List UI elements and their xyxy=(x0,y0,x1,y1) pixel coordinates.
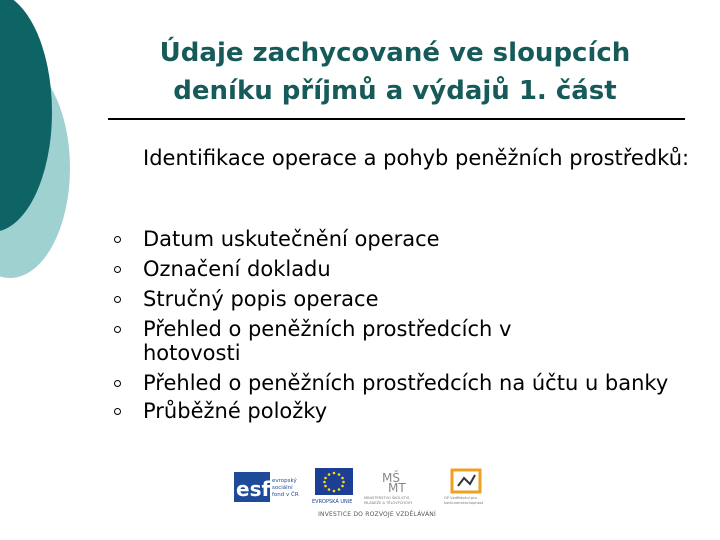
svg-text:MŠ: MŠ xyxy=(382,471,400,485)
bullet-item xyxy=(112,371,703,395)
svg-text:fond v ČR: fond v ČR xyxy=(272,492,299,498)
intro-text: Identifikace operace a pohyb peněžních prostředků: xyxy=(143,146,690,170)
decorative-teal-shapes xyxy=(0,0,90,300)
circle-bullet-icon xyxy=(114,408,121,415)
bullet-item xyxy=(112,287,712,311)
svg-text:MT: MT xyxy=(388,481,406,495)
bullet-text: Přehled o peněžních prostředcích v hotovosti xyxy=(143,317,512,365)
msmt-logo xyxy=(364,466,436,508)
bullet-item xyxy=(112,317,543,365)
bullet-list xyxy=(112,227,712,423)
bullet-text: Průběžné položky xyxy=(143,399,328,423)
bullet-item xyxy=(112,399,712,423)
bullet-text: Datum uskutečnění operace xyxy=(143,227,440,251)
slide-title-line-2: deníku příjmů a výdajů 1. část xyxy=(173,76,617,106)
circle-bullet-icon xyxy=(114,296,121,303)
svg-text:sociální: sociální xyxy=(272,485,293,491)
bullet-text: Označení dokladu xyxy=(143,257,331,281)
circle-bullet-icon xyxy=(114,236,121,243)
bullet-item xyxy=(112,257,712,281)
slide-title-line-1: Údaje zachycované ve sloupcích xyxy=(159,38,631,68)
circle-bullet-icon xyxy=(114,266,121,273)
svg-text:MINISTERSTVO ŠKOLSTVÍ,: MINISTERSTVO ŠKOLSTVÍ, xyxy=(364,496,411,500)
svg-text:esf: esf xyxy=(236,477,271,501)
svg-text:evropský: evropský xyxy=(272,478,297,484)
circle-bullet-icon xyxy=(114,326,121,333)
slide-title xyxy=(110,34,680,110)
circle-bullet-icon xyxy=(114,380,121,387)
bullet-item xyxy=(112,227,712,251)
bullet-text: Stručný popis operace xyxy=(143,287,379,311)
title-divider xyxy=(108,118,685,120)
bullet-text: Přehled o peněžních prostředcích na účtu u banky xyxy=(143,371,669,395)
svg-text:MLÁDEŽE A TĚLOVÝCHOVY: MLÁDEŽE A TĚLOVÝCHOVY xyxy=(364,501,413,505)
svg-text:EVROPSKÁ UNIE: EVROPSKÁ UNIE xyxy=(312,499,353,505)
svg-text:konkurenceschopnost: konkurenceschopnost xyxy=(444,501,484,505)
esf-logo xyxy=(234,468,306,506)
footer-logos xyxy=(232,466,492,520)
eu-flag-logo xyxy=(312,468,356,506)
op-vk-logo xyxy=(442,466,492,508)
footer-tagline: INVESTICE DO ROZVOJE VZDĚLÁVÁNÍ xyxy=(318,511,436,518)
svg-text:OP Vzdělávání pro: OP Vzdělávání pro xyxy=(444,496,477,500)
